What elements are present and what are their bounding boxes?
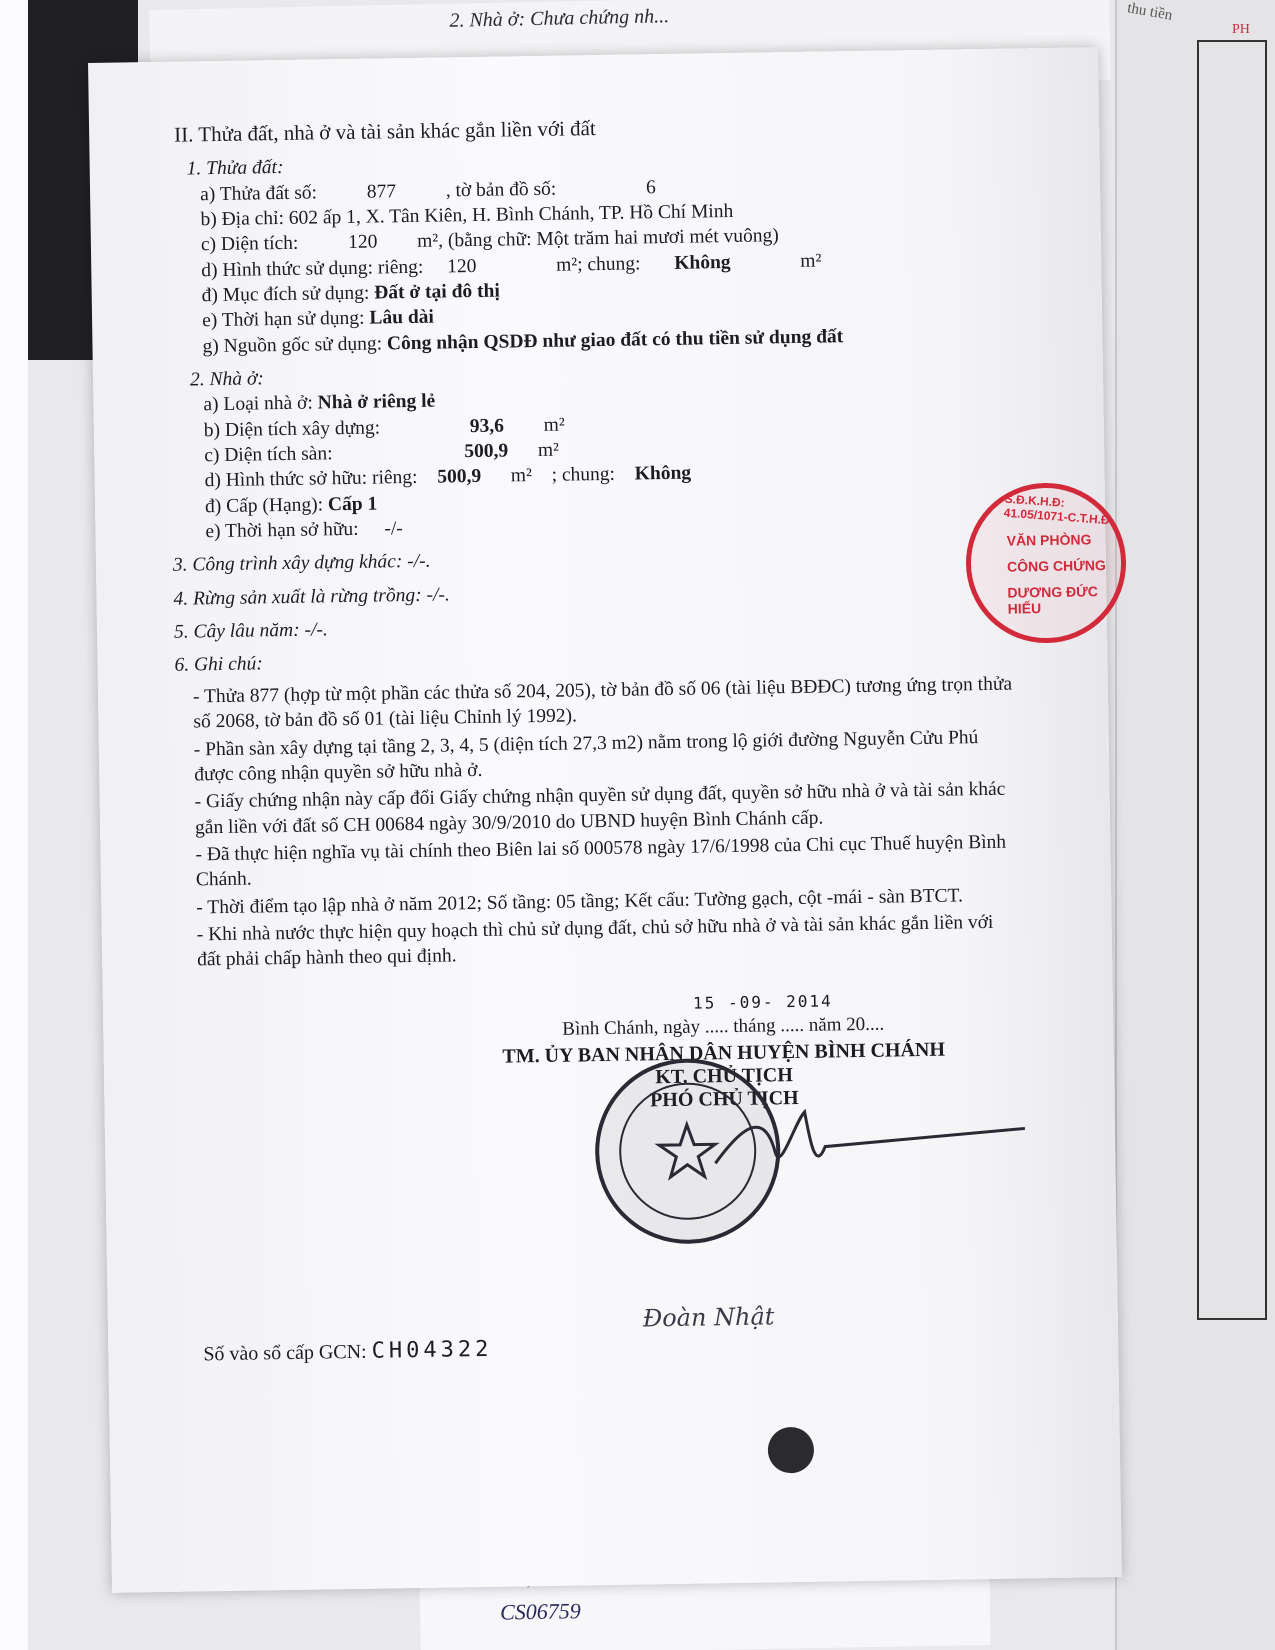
notary-stamp-line-1: VĂN PHÒNG xyxy=(1006,531,1092,549)
handwritten-signature-icon xyxy=(704,1098,1036,1203)
house-build-area-label: b) Diện tích xây dựng: xyxy=(203,417,381,441)
land-use-form-label: d) Hình thức sử dụng: riêng: xyxy=(201,256,424,281)
signer-title-1: KT. CHỦ TỊCH xyxy=(655,1064,794,1089)
right-sheet-corner-text: thu tiền xyxy=(1126,0,1174,24)
house-term-label: e) Thời hạn sở hữu: xyxy=(205,518,359,543)
house-grade-value: Cấp 1 xyxy=(327,493,378,516)
notary-stamp-line-3: DƯƠNG ĐỨC HIẾU xyxy=(1007,583,1098,617)
land-origin-value: Công nhận QSDĐ như giao đất có thu tiền sử dụng đất xyxy=(386,325,844,355)
date-stamp: 15 -09- 2014 xyxy=(692,991,833,1013)
note-item: - Đã thực hiện nghĩa vụ tài chính theo Biên lai số 000578 ngày 17/6/1998 của Chi cục Thuế huyện Bình Chánh. xyxy=(195,831,1007,891)
house-ownership-shared-label: ; chung: xyxy=(551,464,616,487)
land-area-unit: m², (bằng chữ: Một trăm hai mươi mét vuông) xyxy=(416,225,779,253)
perennial-trees: 5. Cây lâu năm: -/-. xyxy=(173,619,328,643)
land-purpose-label: đ) Mục đích sử dụng: xyxy=(201,282,370,307)
certificate-page xyxy=(88,47,1122,1593)
note-item: - Giấy chứng nhận này cấp đổi Giấy chứng nhận quyền sử dụng đất, quyền sở hữu nhà ở và tài sản khác gắn liền với đất số CH 00684 ngày 30/9/2010 do UBND huyện Bình Chánh cấp. xyxy=(194,778,1006,838)
land-use-shared-value: Không xyxy=(674,251,731,274)
house-type-value: Nhà ở riêng lẻ xyxy=(317,391,436,414)
house-ownership-label: d) Hình thức sở hữu: riêng: xyxy=(204,467,418,492)
land-term-value: Lâu dài xyxy=(369,306,435,329)
place-date: Bình Chánh, ngày ..... tháng ..... năm 20.... xyxy=(562,1013,885,1040)
registry-value: CH04322 xyxy=(371,1336,493,1364)
house-term-value: -/- xyxy=(384,518,403,540)
certificate-content xyxy=(174,109,1017,976)
right-side-sheet xyxy=(1115,0,1275,1650)
land-term-label: e) Thời hạn sử dụng: xyxy=(201,308,365,332)
notary-stamp-ring: S.Đ.K.H.Đ: 41.05/1071-C.T.H.Đ xyxy=(1003,491,1111,528)
notes-heading: 6. Ghi chú: xyxy=(174,653,263,677)
house-floor-area-value: 500,9 xyxy=(464,440,509,463)
notary-stamp-line-2: CÔNG CHỨNG xyxy=(1006,557,1106,575)
land-area-value: 120 xyxy=(347,231,378,254)
house-ownership-value: 500,9 xyxy=(437,466,482,489)
land-use-unit: m² xyxy=(800,250,822,272)
land-use-private-value: 120 xyxy=(446,255,477,278)
registry-number xyxy=(203,1337,492,1367)
land-heading: 1. Thửa đất: xyxy=(186,157,284,180)
house-floor-area-unit: m² xyxy=(537,439,560,462)
other-construction: 3. Công trình xây dựng khác: -/-. xyxy=(172,551,431,577)
handwriting-line-2: CS06759 xyxy=(499,1598,581,1625)
land-use-shared-label: m²; chung: xyxy=(555,253,641,276)
house-type-label: a) Loại nhà ở: xyxy=(203,392,313,416)
notes-list xyxy=(193,671,1017,973)
note-item: - Phần sàn xây dựng tại tầng 2, 3, 4, 5 (diện tích 27,3 m2) nằm trong lộ giới đường Nguyễn Cửu Phú được công nhận quyền sở hữu nhà ở. xyxy=(193,726,979,786)
right-sheet-frame xyxy=(1197,40,1267,1320)
map-sheet-value: 6 xyxy=(645,176,656,198)
land-parcel-label: a) Thửa đất số: xyxy=(199,182,318,205)
underlying-sheet-text: 2. Nhà ở: Chưa chứng nh... xyxy=(449,5,670,32)
background-edge xyxy=(0,0,28,1650)
notary-stamp-icon xyxy=(965,482,1127,644)
registry-label: Số vào sổ cấp GCN: xyxy=(203,1340,367,1366)
signer-title-2: PHÓ CHỦ TỊCH xyxy=(649,1086,799,1112)
land-area-label: c) Diện tích: xyxy=(200,233,299,256)
section-title: II. Thửa đất, nhà ở và tài sản khác gắn liền với đất xyxy=(173,116,596,147)
note-item: - Thời điểm tạo lập nhà ở năm 2012; Số tầng: 05 tầng; Kết cấu: Tường gạch, cột -mái - sàn BTCT. xyxy=(196,884,964,919)
production-forest: 4. Rừng sản xuất là rừng trồng: -/-. xyxy=(173,584,450,610)
house-build-area-value: 93,6 xyxy=(469,415,505,437)
house-grade-label: đ) Cấp (Hạng): xyxy=(204,494,324,518)
house-build-area-unit: m² xyxy=(543,414,565,436)
house-ownership-shared-value: Không xyxy=(634,463,692,485)
land-purpose-value: Đất ở tại đô thị xyxy=(374,280,501,304)
land-origin-label: g) Nguồn gốc sử dụng: xyxy=(202,333,383,357)
land-address-value: 602 ấp 1, X. Tân Kiên, H. Bình Chánh, TP. Hồ Chí Minh xyxy=(288,200,734,229)
house-heading: 2. Nhà ở: xyxy=(189,368,264,391)
land-address-label: b) Địa chỉ: xyxy=(200,207,285,231)
punch-hole xyxy=(768,1427,815,1474)
house-ownership-unit: m² xyxy=(510,465,533,487)
note-item: - Khi nhà nước thực hiện quy hoạch thì chủ sử dụng đất, chủ sở hữu nhà ở và tài sản khác gắn liền với đất phải chấp hành theo qui định. xyxy=(196,911,994,971)
map-sheet-label: , tờ bản đồ số: xyxy=(445,178,557,202)
right-sheet-corner-red: PH xyxy=(1232,22,1250,37)
note-item: - Thửa 877 (hợp từ một phần các thửa số 204, 205), tờ bản đồ số 06 (tài liệu BĐĐC) tương ứng trọn thửa số 2068, tờ bản đồ số 01 (tài liệu Chỉnh lý 1992). xyxy=(192,673,1013,733)
land-parcel-value: 877 xyxy=(366,180,397,203)
issuing-authority: TM. ỦY BAN NHÂN DÂN HUYỆN BÌNH CHÁNH xyxy=(502,1038,946,1068)
signer-name: Đoàn Nhật xyxy=(642,1302,775,1333)
house-floor-area-label: c) Diện tích sàn: xyxy=(204,443,333,467)
